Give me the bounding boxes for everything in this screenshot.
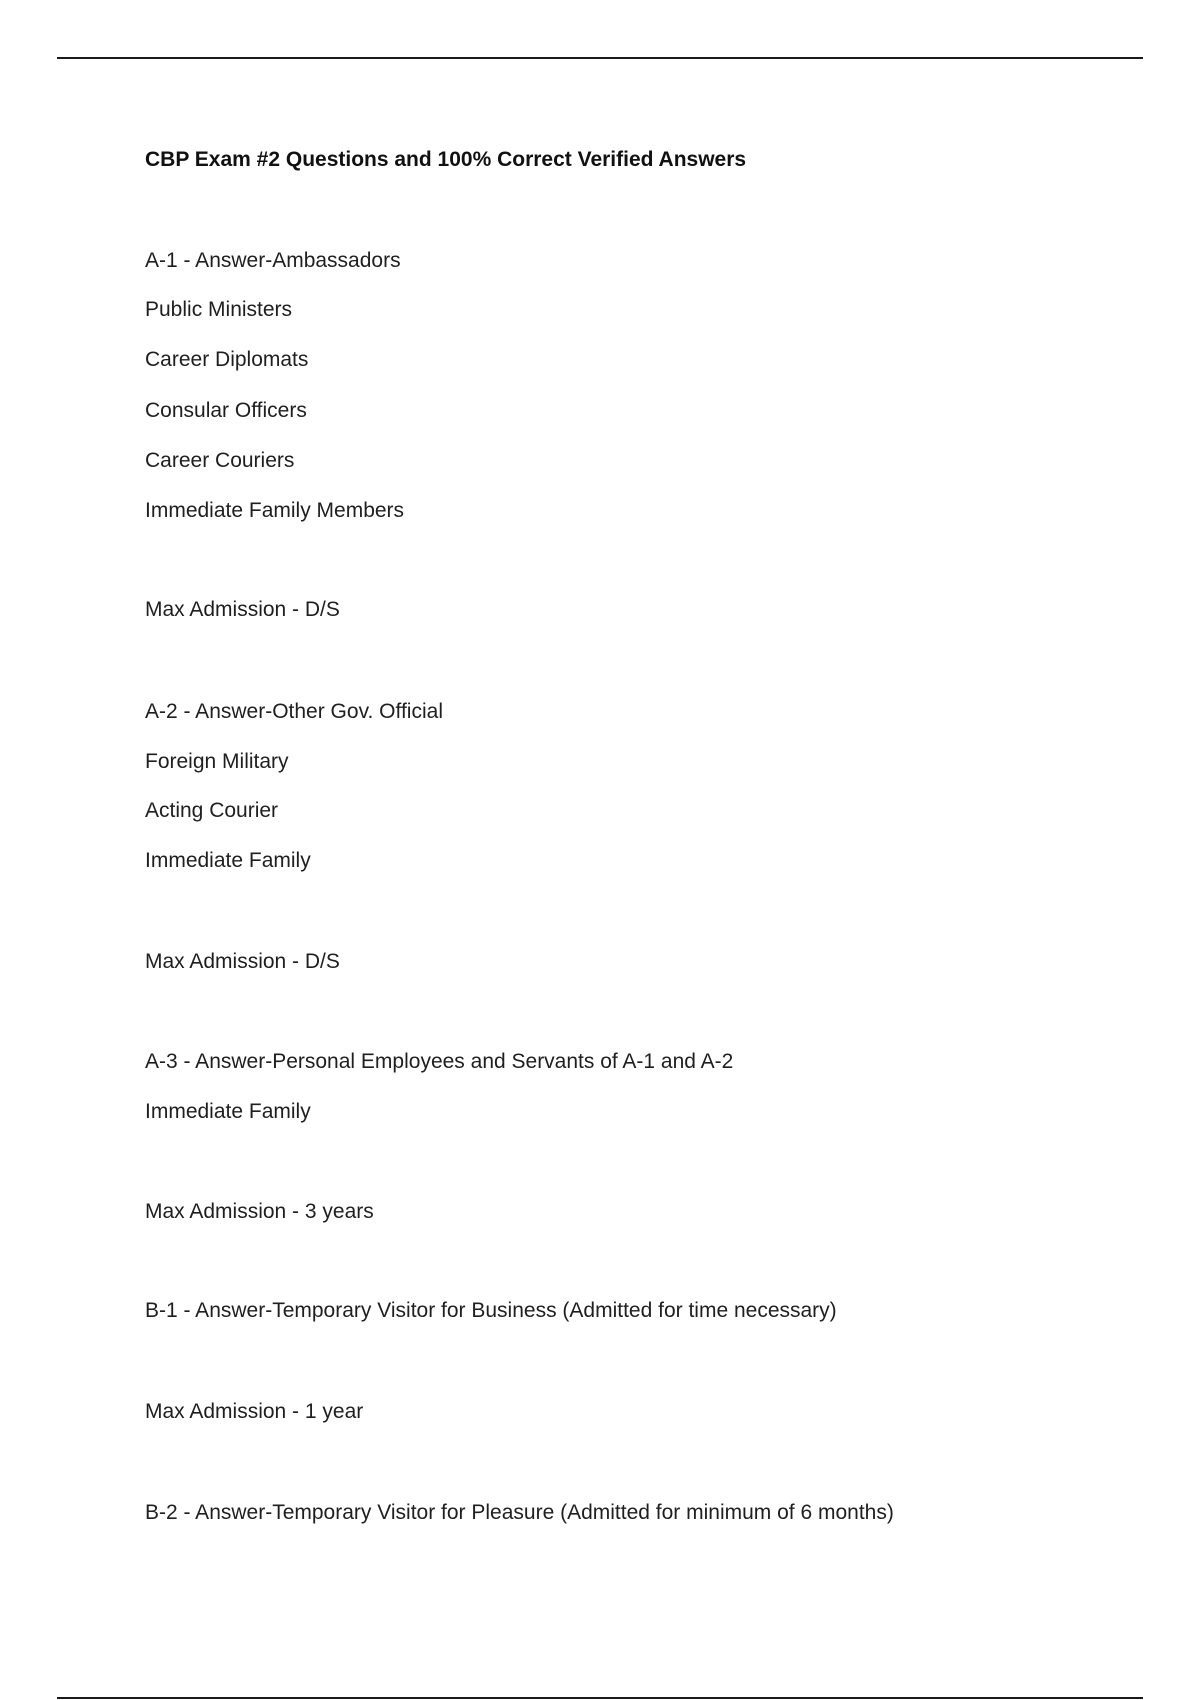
text-line-b1: B-1 - Answer-Temporary Visitor for Business (Admitted for time necessary) xyxy=(145,1299,837,1322)
text-line: Immediate Family xyxy=(145,849,311,872)
bottom-rule xyxy=(57,1697,1143,1699)
text-line: Foreign Military xyxy=(145,750,289,773)
text-line: Career Couriers xyxy=(145,449,295,472)
text-line-max-admission: Max Admission - D/S xyxy=(145,950,340,973)
document-title: CBP Exam #2 Questions and 100% Correct Verified Answers xyxy=(145,148,747,171)
top-rule xyxy=(57,57,1143,59)
text-line-a2: A-2 - Answer-Other Gov. Official xyxy=(145,700,443,723)
text-line: Immediate Family Members xyxy=(145,499,405,522)
text-line: Immediate Family xyxy=(145,1100,311,1123)
text-line: Career Diplomats xyxy=(145,348,309,371)
text-line-b2: B-2 - Answer-Temporary Visitor for Pleasure (Admitted for minimum of 6 months) xyxy=(145,1501,894,1524)
text-line-a1: A-1 - Answer-Ambassadors xyxy=(145,249,401,272)
text-line: Consular Officers xyxy=(145,399,307,422)
text-line: Acting Courier xyxy=(145,799,279,822)
text-line-max-admission: Max Admission - D/S xyxy=(145,598,340,621)
text-line-max-admission: Max Admission - 3 years xyxy=(145,1200,374,1223)
text-line-a3: A-3 - Answer-Personal Employees and Servants of A-1 and A-2 xyxy=(145,1050,734,1073)
text-line-max-admission: Max Admission - 1 year xyxy=(145,1400,364,1423)
text-line: Public Ministers xyxy=(145,298,293,321)
